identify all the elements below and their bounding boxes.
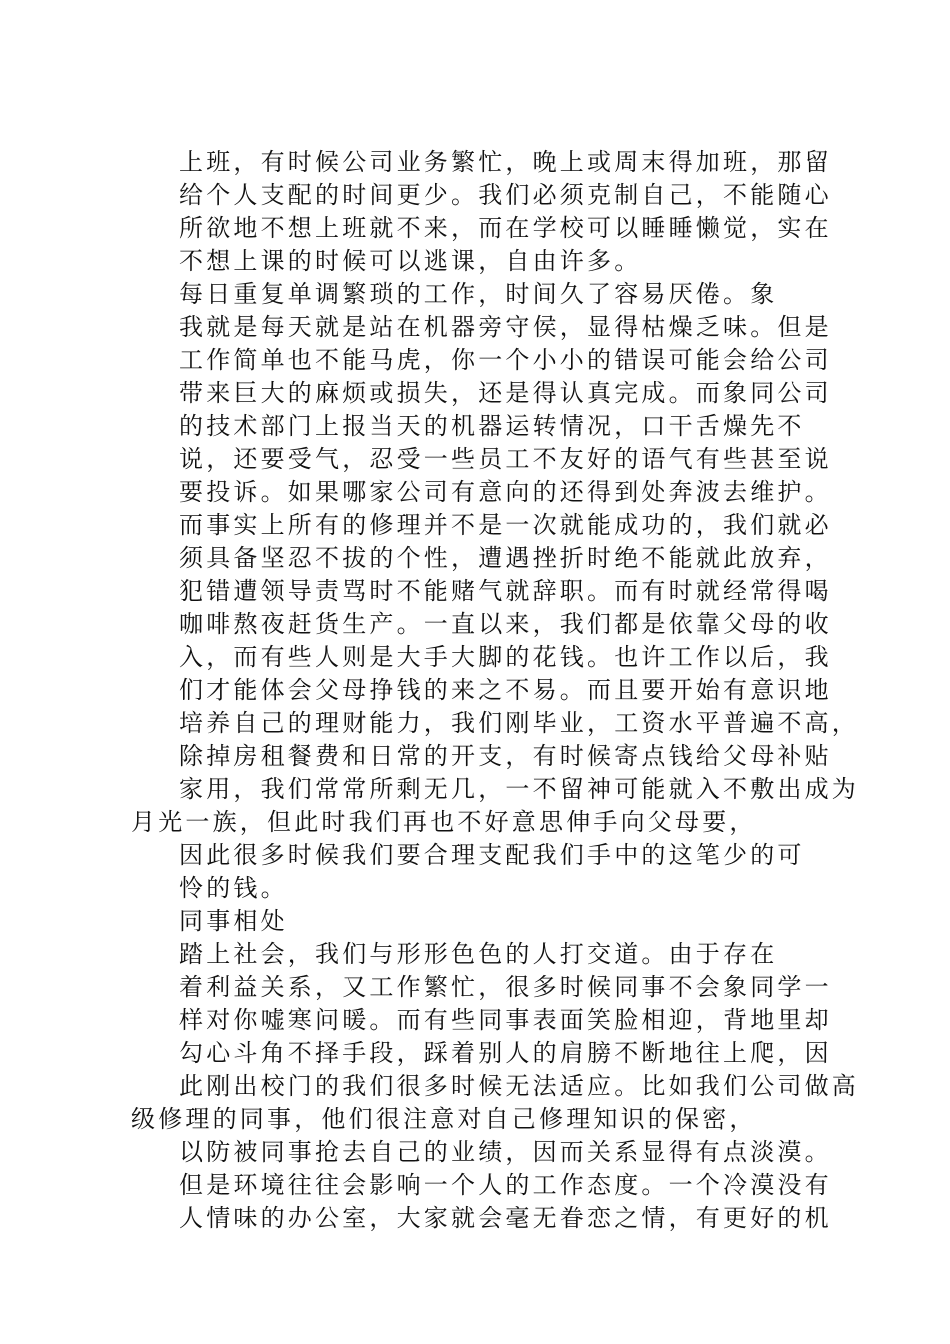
text-line: 须具备坚忍不拔的个性，遭遇挫折时绝不能就此放弃， <box>179 544 832 572</box>
text-line: 所欲地不想上班就不来，而在学校可以睡睡懒觉，实在 <box>179 214 832 242</box>
text-line: 说，还要受气，忍受一些员工不友好的语气有些甚至说 <box>179 445 832 473</box>
text-line: 勾心斗角不择手段，踩着别人的肩膀不断地往上爬，因 <box>179 1039 832 1067</box>
text-line: 要投诉。如果哪家公司有意向的还得到处奔波去维护。 <box>179 478 832 506</box>
text-line: 我就是每天就是站在机器旁守侯，显得枯燥乏味。但是 <box>179 313 832 341</box>
text-line: 入，而有些人则是大手大脚的花钱。也许工作以后，我 <box>179 643 832 671</box>
text-line: 咖啡熬夜赶货生产。一直以来，我们都是依靠父母的收 <box>179 610 832 638</box>
text-line: 工作简单也不能马虎，你一个小小的错误可能会给公司 <box>179 346 832 374</box>
text-line: 带来巨大的麻烦或损失，还是得认真完成。而象同公司 <box>179 379 832 407</box>
text-line: 而事实上所有的修理并不是一次就能成功的，我们就必 <box>179 511 832 539</box>
text-line: 但是环境往往会影响一个人的工作态度。一个冷漠没有 <box>179 1171 832 1199</box>
text-line: 每日重复单调繁琐的工作，时间久了容易厌倦。象 <box>179 280 778 308</box>
text-line: 培养自己的理财能力，我们刚毕业，工资水平普遍不高， <box>179 709 859 737</box>
text-line: 给个人支配的时间更少。我们必须克制自己，不能随心 <box>179 181 832 209</box>
text-line: 以防被同事抢去自己的业绩，因而关系显得有点淡漠。 <box>179 1138 832 1166</box>
text-line: 除掉房租餐费和日常的开支，有时候寄点钱给父母补贴 <box>179 742 832 770</box>
text-line: 样对你嘘寒问暖。而有些同事表面笑脸相迎，背地里却 <box>179 1006 832 1034</box>
text-line: 因此很多时候我们要合理支配我们手中的这笔少的可 <box>179 841 805 869</box>
text-line: 人情味的办公室，大家就会毫无眷恋之情，有更好的机 <box>179 1204 832 1232</box>
text-line: 着利益关系，又工作繁忙，很多时候同事不会象同学一 <box>179 973 832 1001</box>
text-line: 犯错遭领导责骂时不能赌气就辞职。而有时就经常得喝 <box>179 577 832 605</box>
text-line: 的技术部门上报当天的机器运转情况，口干舌燥先不 <box>179 412 805 440</box>
text-line: 家用，我们常常所剩无几，一不留神可能就入不敷出成为 <box>179 775 859 803</box>
text-line: 此刚出校门的我们很多时候无法适应。比如我们公司做高 <box>179 1072 859 1100</box>
text-line: 上班，有时候公司业务繁忙，晚上或周末得加班，那留 <box>179 148 832 176</box>
text-line: 不想上课的时候可以逃课，自由许多。 <box>179 247 642 275</box>
section-heading: 同事相处 <box>179 907 288 935</box>
text-line: 级修理的同事，他们很注意对自己修理知识的保密， <box>131 1105 757 1133</box>
text-line: 们才能体会父母挣钱的来之不易。而且要开始有意识地 <box>179 676 832 704</box>
text-line: 怜的钱。 <box>179 874 288 902</box>
text-line: 月光一族，但此时我们再也不好意思伸手向父母要， <box>131 808 757 836</box>
text-line: 踏上社会，我们与形形色色的人打交道。由于存在 <box>179 940 778 968</box>
